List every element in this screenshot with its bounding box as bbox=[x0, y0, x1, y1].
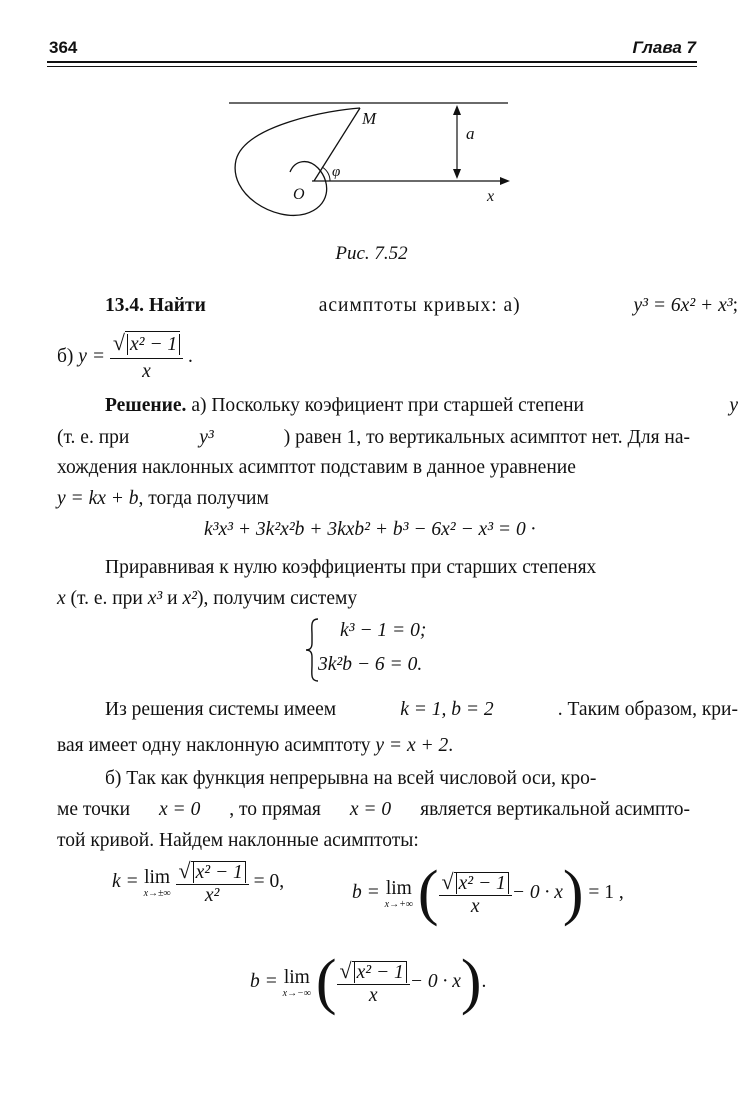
eq-x0: x = 0 bbox=[159, 799, 201, 820]
text: , тогда получим bbox=[138, 488, 269, 509]
lim-k bbox=[144, 867, 171, 899]
text: Из решения системы имеем bbox=[105, 699, 337, 720]
lim-text: lim bbox=[283, 966, 310, 988]
formula-k bbox=[112, 858, 284, 907]
text: и bbox=[162, 588, 183, 609]
system-eq-2: 3k²b − 6 = 0. bbox=[318, 654, 423, 675]
b1-fraction: $\frac{\text{√ x² − 1}}{x}$ bbox=[439, 869, 512, 918]
formula-b-minus bbox=[250, 947, 486, 1018]
b-lhs: b = bbox=[352, 881, 380, 903]
asymptote-eq: y = x + 2 bbox=[375, 735, 449, 756]
text: (т. е. при bbox=[65, 588, 148, 609]
text: ), получим систему bbox=[196, 588, 358, 609]
paren-right: ) bbox=[460, 948, 482, 1016]
substitution-eq: y = kx + b bbox=[57, 488, 139, 509]
b2-fraction: $\frac{\text{√ x² − 1}}{x}$ bbox=[337, 958, 410, 1007]
k-denominator: x² bbox=[204, 885, 220, 906]
formula-b-plus bbox=[352, 858, 624, 929]
b2-tail: − 0 · x bbox=[409, 970, 461, 992]
k-numerator: x² − 1 bbox=[193, 862, 246, 883]
text: является вертикальной асимпто- bbox=[420, 799, 690, 820]
text: ) равен 1, то вертикальных асимптот нет. Для на- bbox=[283, 427, 690, 448]
paren-left: ( bbox=[417, 859, 439, 927]
equation-a: y³ = 6x² + x³ bbox=[633, 295, 733, 316]
label-x: x bbox=[487, 188, 495, 205]
paren-left: ( bbox=[315, 948, 337, 1016]
text: . Таким образом, кри- bbox=[557, 699, 738, 720]
eq-x0: x = 0 bbox=[349, 799, 392, 820]
b-lhs: b = bbox=[250, 970, 278, 992]
b1-rhs: = 1 , bbox=[588, 881, 624, 903]
period: . bbox=[188, 345, 193, 367]
label-b: б) bbox=[57, 345, 74, 367]
semicolon: ; bbox=[732, 295, 738, 316]
lim-sub: x→+∞ bbox=[384, 898, 413, 910]
chapter-title: Глава 7 bbox=[632, 38, 696, 57]
problem-text: асимптоты кривых: а) bbox=[318, 295, 521, 316]
solution-line-6 bbox=[57, 586, 690, 612]
lim-sub: x→±∞ bbox=[143, 887, 171, 899]
solution-line-9: б) Так как функция непрерывна на всей числовой оси, кро- bbox=[105, 768, 597, 789]
figure-caption: Рис. 7.52 bbox=[335, 243, 408, 264]
lim-text: lim bbox=[144, 866, 171, 888]
expanded-equation: k³x³ + 3k²x²b + 3kxb² + b³ − 6x² − x³ = 0 · bbox=[204, 519, 536, 540]
problem-verb: Найти bbox=[148, 295, 206, 316]
problem-part-b bbox=[57, 330, 690, 385]
b1-tail: − 0 · x bbox=[511, 881, 563, 903]
k-lhs: k = bbox=[112, 870, 139, 892]
b2-denominator: x bbox=[368, 985, 378, 1006]
solution-line-4 bbox=[57, 486, 690, 512]
paren-right: ) bbox=[562, 859, 584, 927]
lim-text: lim bbox=[385, 877, 412, 899]
x-axis-arrow bbox=[500, 177, 510, 185]
solution-line-8 bbox=[57, 733, 690, 759]
lim-b-minus bbox=[283, 967, 311, 999]
solution-line-3: хождения наклонных асимптот подставим в данное уравнение bbox=[57, 457, 576, 478]
solution-line-5: Приравнивая к нулю коэффициенты при старших степенях bbox=[105, 557, 597, 578]
label-M: M bbox=[362, 109, 377, 128]
label-a: a bbox=[466, 124, 475, 143]
var-x2: x² bbox=[182, 588, 197, 609]
figure-spiral bbox=[0, 0, 743, 260]
k-rhs: = 0, bbox=[253, 870, 285, 892]
problem-statement bbox=[57, 293, 738, 319]
solution-values: k = 1, b = 2 bbox=[400, 699, 494, 720]
b1-numerator: x² − 1 bbox=[456, 873, 509, 894]
text: вая имеет одну наклонную асимптоту bbox=[57, 735, 371, 756]
label-O: O bbox=[293, 186, 305, 203]
text: ме точки bbox=[57, 799, 131, 820]
eq-b-lhs: y = bbox=[78, 345, 105, 367]
eq-b-numerator: x² − 1 bbox=[127, 334, 180, 355]
var-y3: y³ bbox=[199, 427, 214, 448]
solution-line-1 bbox=[57, 393, 738, 419]
solution-line-2 bbox=[57, 425, 690, 451]
var-y: y bbox=[729, 395, 738, 416]
solution-line-7 bbox=[57, 697, 738, 723]
solution-text: а) Поскольку коэфициент при старшей степени bbox=[191, 395, 584, 416]
problem-number: 13.4. bbox=[105, 295, 144, 316]
solution-label: Решение. bbox=[105, 395, 187, 416]
text: , то прямая bbox=[229, 799, 321, 820]
eq-b-denominator: x bbox=[142, 361, 151, 382]
text: . bbox=[448, 735, 454, 756]
text: (т. е. при bbox=[57, 427, 130, 448]
label-phi: φ bbox=[332, 164, 341, 180]
system-eq-1: k³ − 1 = 0; bbox=[340, 620, 427, 641]
b2-rhs: . bbox=[481, 970, 487, 992]
var-x: x bbox=[57, 588, 66, 609]
b1-denominator: x bbox=[470, 896, 480, 917]
b2-numerator: x² − 1 bbox=[354, 962, 407, 983]
eq-b-fraction: $\frac{\text{√ x² − 1}}{x}$ bbox=[110, 330, 183, 385]
solution-line-10 bbox=[57, 797, 690, 823]
k-fraction: $\frac{\text{√ x² − 1}}{\text{x²}}$ bbox=[176, 858, 249, 907]
dimension-arrow-bottom bbox=[453, 169, 461, 179]
dimension-arrow-top bbox=[453, 105, 461, 115]
solution-line-11: той кривой. Найдем наклонные асимптоты: bbox=[57, 830, 419, 851]
lim-b-plus bbox=[385, 878, 413, 910]
var-x3: x³ bbox=[147, 588, 163, 609]
lim-sub: x→−∞ bbox=[282, 987, 311, 999]
page-number: 364 bbox=[49, 38, 78, 57]
